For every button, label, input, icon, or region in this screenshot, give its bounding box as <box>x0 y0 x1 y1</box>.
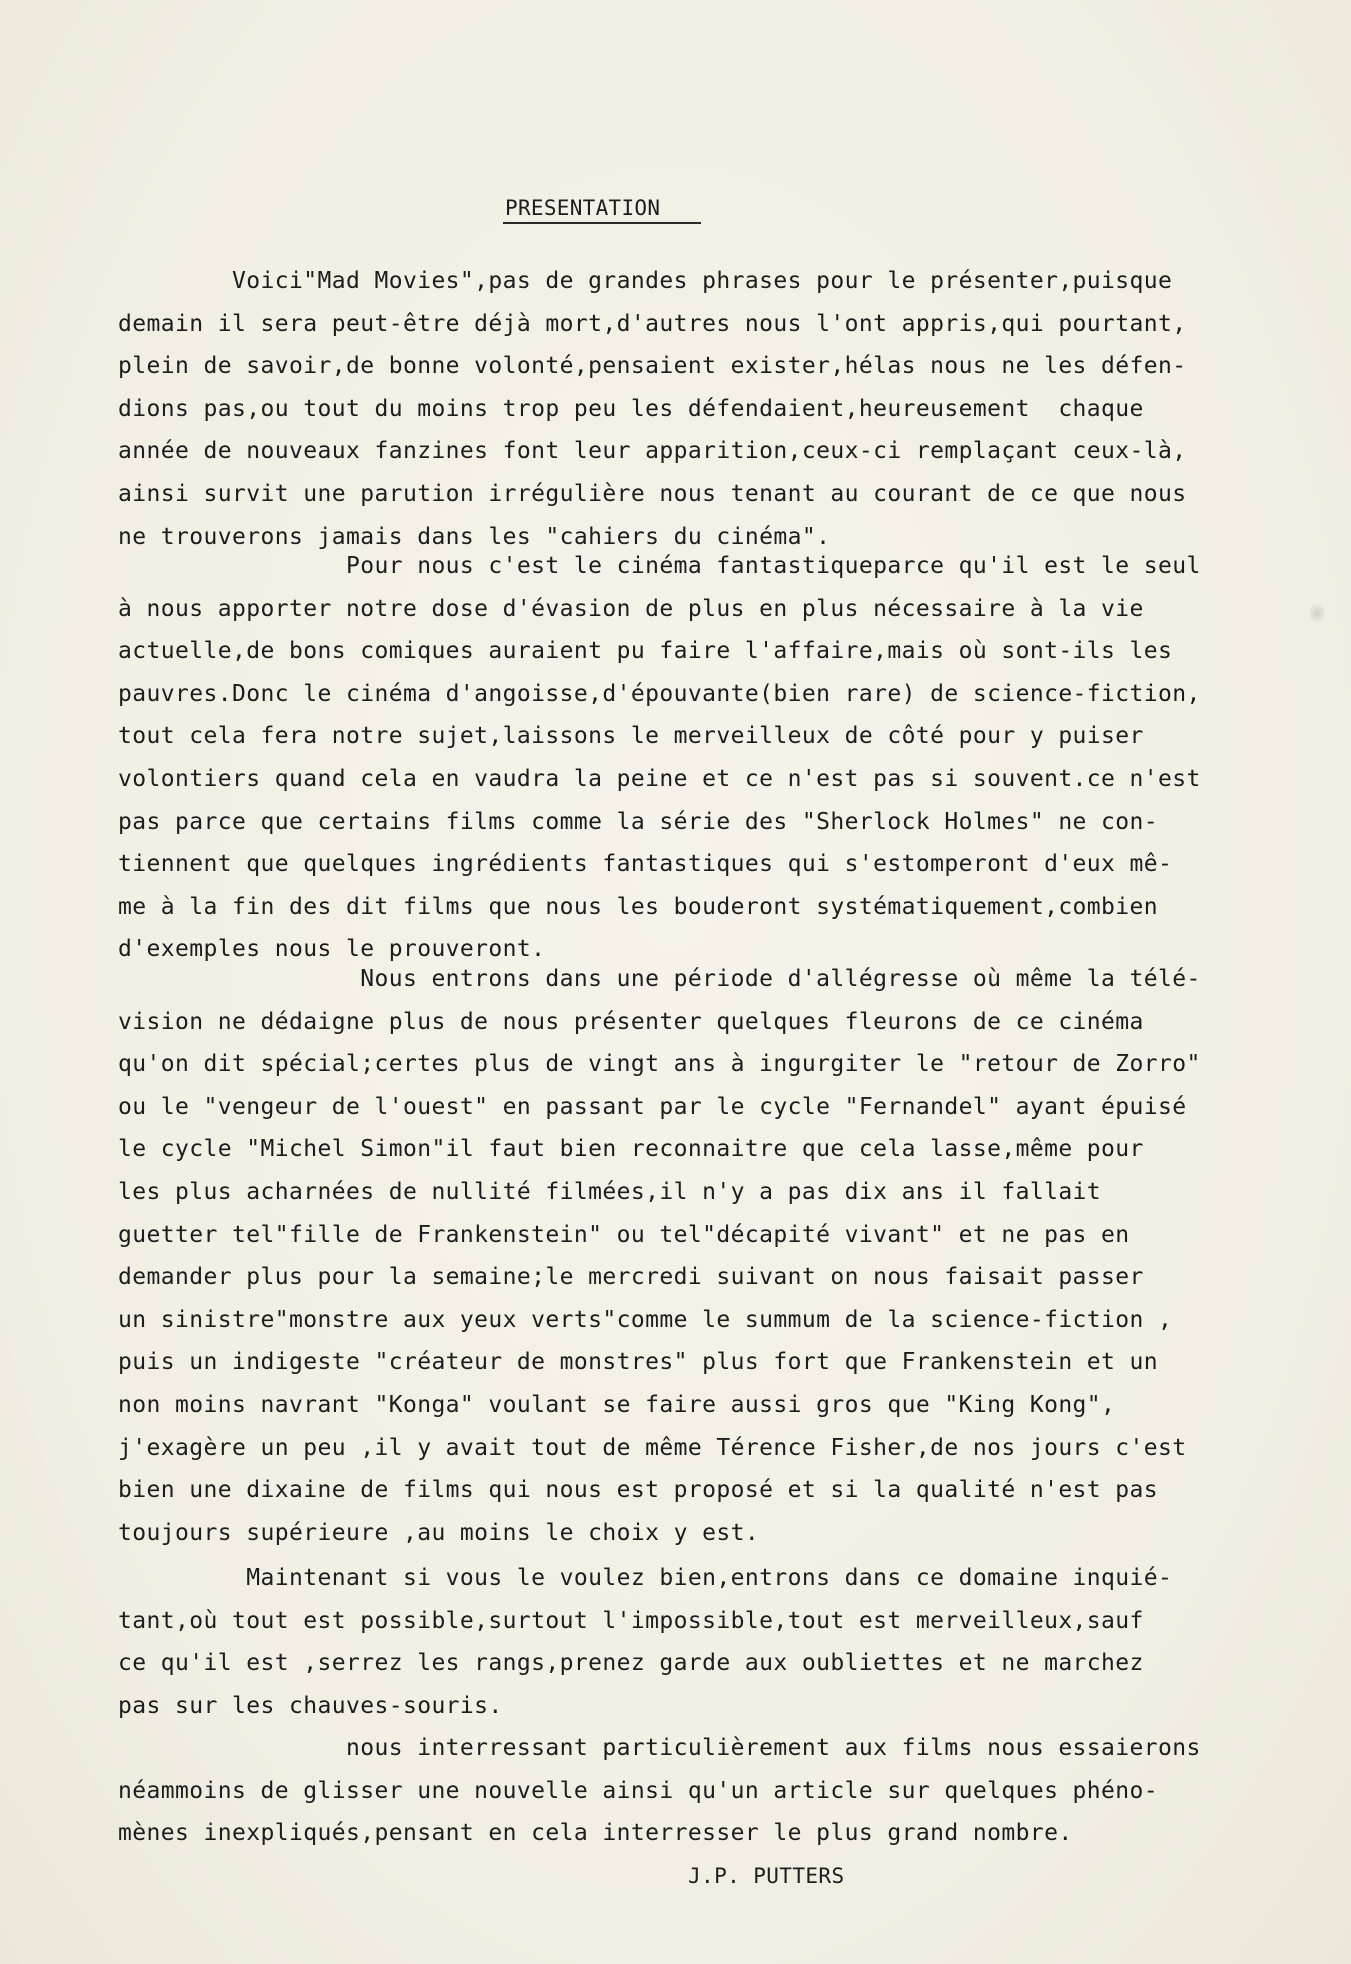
title-underline <box>503 222 701 224</box>
text-line: mènes inexpliqués,pensant en cela interresser le plus grand nombre. <box>118 1820 1073 1847</box>
text-line: me à la fin des dit films que nous les bouderont systématiquement,combien <box>118 893 1159 920</box>
text-line: volontiers quand cela en vaudra la peine et ce n'est pas si souvent.ce n'est <box>118 765 1201 792</box>
text-line: année de nouveaux fanzines font leur apparition,ceux-ci remplaçant ceux-là, <box>118 438 1187 465</box>
text-line: tout cela fera notre sujet,laissons le merveilleux de côté pour y puiser <box>118 723 1144 750</box>
text-line: d'exemples nous le prouveront. <box>118 936 546 963</box>
text-line: qu'on dit spécial;certes plus de vingt ans à ingurgiter le "retour de Zorro" <box>118 1051 1201 1078</box>
text-line: vision ne dédaigne plus de nous présenter quelques fleurons de ce cinéma <box>118 1008 1144 1035</box>
text-line: toujours supérieure ,au moins le choix y est. <box>118 1519 760 1546</box>
text-line: Pour nous c'est le cinéma fantastiqueparce qu'il est le seul <box>118 553 1201 579</box>
text-line: demander plus pour la semaine;le mercredi suivant on nous faisait passer <box>118 1264 1144 1291</box>
text-line: Voici"Mad Movies",pas de grandes phrases pour le présenter,puisque <box>118 268 1173 294</box>
text-line: bien une dixaine de films qui nous est proposé et si la qualité n'est pas <box>118 1477 1159 1504</box>
text-line: néammoins de glisser une nouvelle ainsi qu'un article sur quelques phéno- <box>118 1777 1159 1804</box>
text-line: tant,où tout est possible,surtout l'impossible,tout est merveilleux,sauf <box>118 1607 1144 1634</box>
text-line: Nous entrons dans une période d'allégresse où même la télé- <box>118 966 1201 992</box>
text-line: ainsi survit une parution irrégulière nous tenant au courant de ce que nous <box>118 480 1187 507</box>
author-signature: J.P. PUTTERS <box>688 1864 845 1888</box>
paper-smudge <box>1310 600 1324 626</box>
text-line: guetter tel"fille de Frankenstein" ou tel"décapité vivant" et ne pas en <box>118 1221 1130 1248</box>
text-line: plein de savoir,de bonne volonté,pensaient exister,hélas nous ne les défen- <box>118 353 1187 380</box>
text-line: demain il sera peut-être déjà mort,d'autres nous l'ont appris,qui pourtant, <box>118 310 1187 337</box>
paragraph-5 <box>118 1727 1278 1855</box>
text-line: à nous apporter notre dose d'évasion de plus en plus nécessaire à la vie <box>118 595 1144 622</box>
text-line: pas parce que certains films comme la série des "Sherlock Holmes" ne con- <box>118 808 1159 835</box>
text-line: ce qu'il est ,serrez les rangs,prenez garde aux oubliettes et ne marchez <box>118 1650 1144 1677</box>
text-line: les plus acharnées de nullité filmées,il n'y a pas dix ans il fallait <box>118 1178 1102 1205</box>
text-line: le cycle "Michel Simon"il faut bien reconnaitre que cela lasse,même pour <box>118 1136 1144 1163</box>
document-title: PRESENTATION <box>505 196 661 220</box>
paragraph-3 <box>118 958 1278 1554</box>
text-line: ou le "vengeur de l'ouest" en passant par le cycle "Fernandel" ayant épuisé <box>118 1093 1187 1120</box>
text-line: tiennent que quelques ingrédients fantastiques qui s'estomperont d'eux mê- <box>118 851 1173 878</box>
text-line: j'exagère un peu ,il y avait tout de même Térence Fisher,de nos jours c'est <box>118 1434 1187 1461</box>
text-line: Maintenant si vous le voulez bien,entrons dans ce domaine inquié- <box>118 1565 1173 1591</box>
text-line: dions pas,ou tout du moins trop peu les défendaient,heureusement chaque <box>118 395 1144 422</box>
text-line: non moins navrant "Konga" voulant se faire aussi gros que "King Kong", <box>118 1391 1116 1418</box>
text-line: puis un indigeste "créateur de monstres" plus fort que Frankenstein et un <box>118 1349 1159 1376</box>
paragraph-1 <box>118 260 1278 558</box>
text-line: nous interressant particulièrement aux films nous essaierons <box>118 1735 1201 1761</box>
text-line: pas sur les chauves-souris. <box>118 1692 503 1719</box>
text-line: actuelle,de bons comiques auraient pu faire l'affaire,mais où sont-ils les <box>118 638 1173 665</box>
paragraph-2 <box>118 545 1278 971</box>
text-line: un sinistre"monstre aux yeux verts"comme le summum de la science-fiction , <box>118 1306 1173 1333</box>
paragraph-4 <box>118 1557 1278 1727</box>
text-line: pauvres.Donc le cinéma d'angoisse,d'épouvante(bien rare) de science-fiction, <box>118 680 1201 707</box>
text-line: ne trouverons jamais dans les "cahiers du cinéma". <box>118 523 831 550</box>
